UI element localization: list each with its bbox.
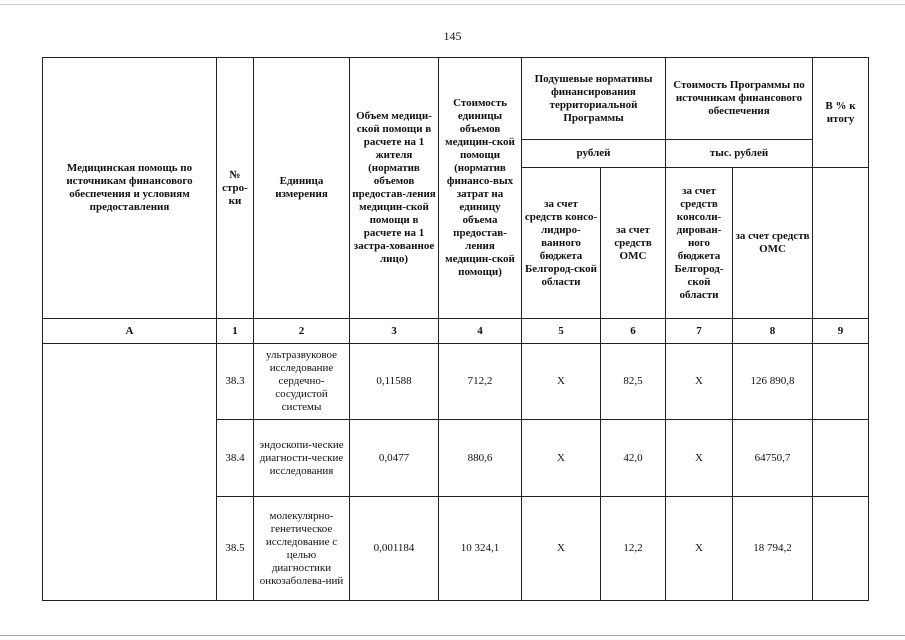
- header-col-8: за счет средств ОМС: [733, 168, 813, 319]
- index-cell: 3: [350, 319, 439, 344]
- header-col-9-blank: [813, 168, 869, 319]
- header-unit-rubles: рублей: [522, 140, 666, 168]
- oms-total: 126 890,8: [733, 344, 813, 420]
- index-cell: 6: [601, 319, 666, 344]
- line-number: 38.5: [217, 497, 254, 601]
- header-group-program-cost: Стоимость Программы по источникам финансового обеспечения: [666, 58, 813, 140]
- scan-edge-top: [0, 4, 905, 5]
- unit-name: эндоскопи-ческие диагности-ческие исследования: [254, 420, 350, 497]
- header-col-2: Единица измерения: [254, 58, 350, 319]
- unit-name: молекулярно-генетическое исследование с целью диагностики онкозаболева-ний: [254, 497, 350, 601]
- header-col-3: Объем медици-ской помощи в расчете на 1 жителя (норматив объемов предостав-ления медицин-ской помощи в расчете на 1 застра-хованное лицо): [350, 58, 439, 319]
- budget-per-capita: X: [522, 344, 601, 420]
- oms-total: 64750,7: [733, 420, 813, 497]
- index-cell: 1: [217, 319, 254, 344]
- oms-per-capita: 82,5: [601, 344, 666, 420]
- line-number: 38.4: [217, 420, 254, 497]
- percent-value: [813, 497, 869, 601]
- header-col-6: за счет средств ОМС: [601, 168, 666, 319]
- line-number: 38.3: [217, 344, 254, 420]
- header-group-per-capita: Подушевые нормативы финансирования территориальной Программы: [522, 58, 666, 140]
- oms-total: 18 794,2: [733, 497, 813, 601]
- oms-per-capita: 42,0: [601, 420, 666, 497]
- index-cell: 2: [254, 319, 350, 344]
- header-unit-thousand-rubles: тыс. рублей: [666, 140, 813, 168]
- cost-value: 10 324,1: [439, 497, 522, 601]
- index-cell: 9: [813, 319, 869, 344]
- volume-value: 0,11588: [350, 344, 439, 420]
- index-cell: 7: [666, 319, 733, 344]
- oms-per-capita: 12,2: [601, 497, 666, 601]
- header-col-4: Стоимость единицы объемов медицин-ской помощи (норматив финансо-вых затрат на единицу объема предостав-ления медицин-ской помощи): [439, 58, 522, 319]
- cost-value: 712,2: [439, 344, 522, 420]
- unit-name: ультразвуковое исследование сердечно-сосудистой системы: [254, 344, 350, 420]
- index-cell: 5: [522, 319, 601, 344]
- percent-value: [813, 420, 869, 497]
- header-col-5: за счет средств консо-лидиро-ванного бюджета Белгород-ской области: [522, 168, 601, 319]
- category-cell: [43, 344, 217, 601]
- budget-total: X: [666, 344, 733, 420]
- budget-per-capita: X: [522, 497, 601, 601]
- header-col-7: за счет средств консоли-дирован-ного бюджета Белгород-ской области: [666, 168, 733, 319]
- budget-per-capita: X: [522, 420, 601, 497]
- volume-value: 0,001184: [350, 497, 439, 601]
- header-col-1: № стро-ки: [217, 58, 254, 319]
- scan-edge-bottom: [0, 635, 905, 636]
- medical-care-table: [42, 57, 869, 601]
- index-cell: 8: [733, 319, 813, 344]
- cost-value: 880,6: [439, 420, 522, 497]
- header-col-9: В % к итогу: [813, 58, 869, 168]
- index-cell: А: [43, 319, 217, 344]
- budget-total: X: [666, 497, 733, 601]
- header-col-a: Медицинская помощь по источникам финансового обеспечения и условиям предоставления: [43, 58, 217, 319]
- budget-total: X: [666, 420, 733, 497]
- percent-value: [813, 344, 869, 420]
- page-number: 145: [443, 29, 462, 43]
- table-row: [43, 344, 869, 420]
- volume-value: 0,0477: [350, 420, 439, 497]
- index-cell: 4: [439, 319, 522, 344]
